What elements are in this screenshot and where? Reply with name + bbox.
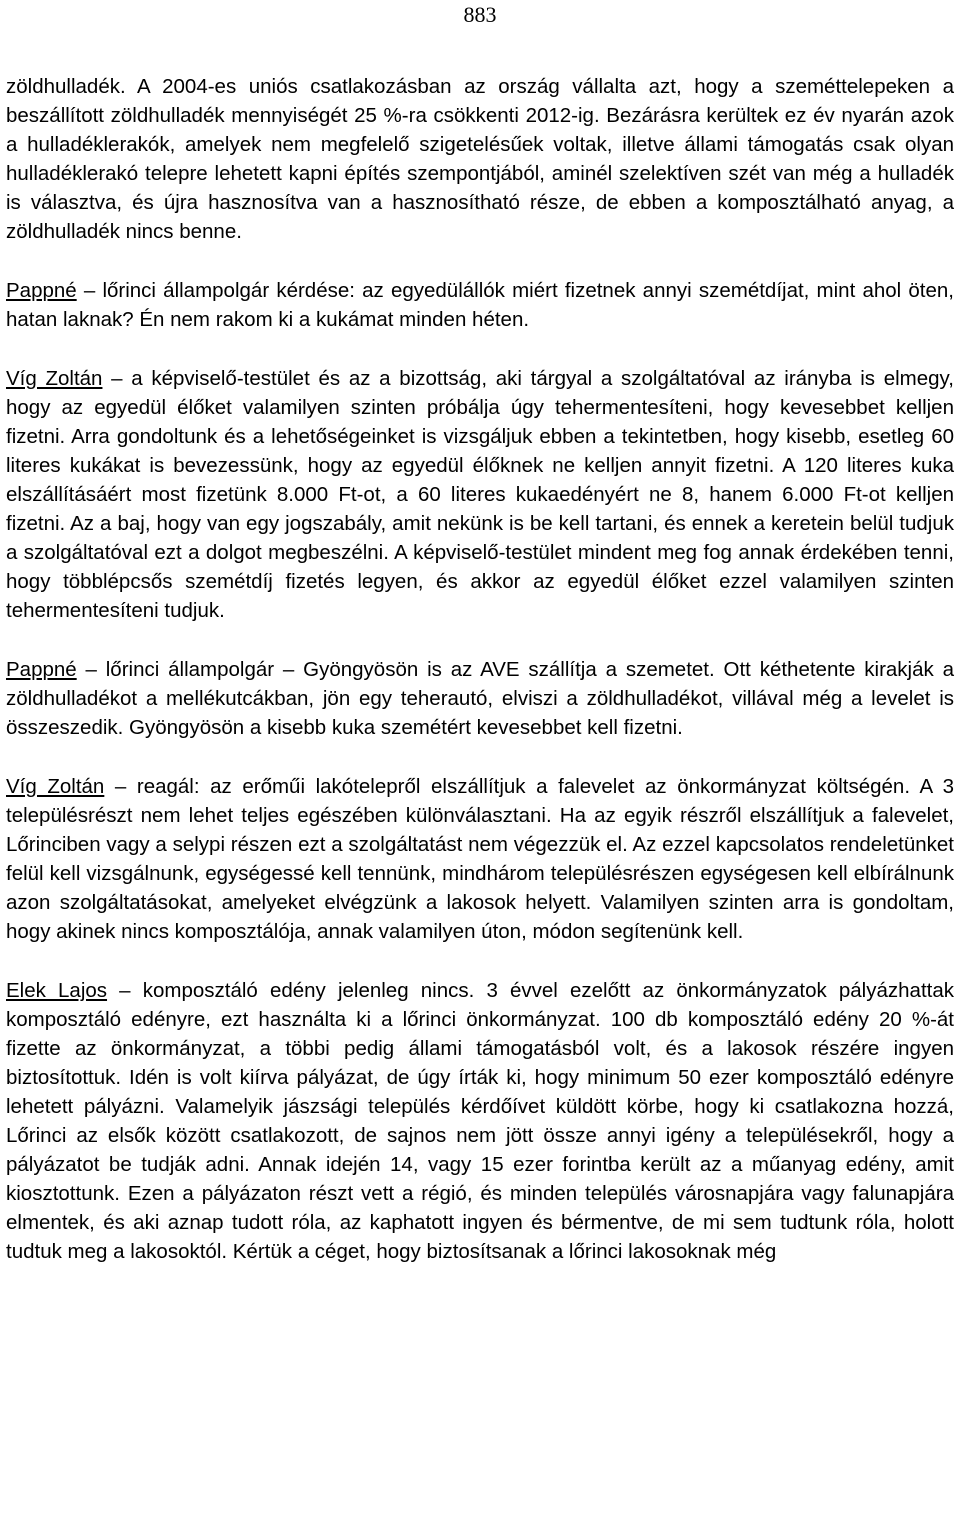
speaker-name: Pappné bbox=[6, 279, 77, 302]
paragraph-pappne-question bbox=[6, 276, 954, 334]
paragraph-vig-zoltan-answer bbox=[6, 364, 954, 625]
paragraph-vig-zoltan-reply bbox=[6, 772, 954, 946]
paragraph-text: – reagál: az erőműi lakótelepről elszállítjuk a falevelet az önkormányzat költségén. A 3 településrészt nem lehet teljes egészében különválasztani. Ha az egyik részről elszállítjuk a falevelet, Lőrinciben vagy a selypi részen ezt a szolgáltatást nem végezzük el. Az ezzel kapcsolatos rendeletünket felül kell vizsgálnunk, egységessé kell tennünk, mindhárom településrészen egységesen kell elbírálnunk azon szolgáltatásokat, amelyeket elvégzünk a lakosok helyett. Valamilyen szinten arra is gondoltam, hogy akinek nincs komposztálója, annak valamilyen úton, módon segítenünk kell. bbox=[6, 775, 954, 943]
paragraph-intro bbox=[6, 72, 954, 246]
page-number: 883 bbox=[463, 2, 497, 27]
paragraph-text: – a képviselő-testület és az a bizottság, aki tárgyal a szolgáltatóval az irányba is elmegy, hogy az egyedül élőket valamilyen szinten próbálja úgy tehermentesíteni, hogy kevesebbet kelljen fizetni. Arra gondoltunk és a lehetőségeinket is vizsgáljuk ebben a tekintetben, hogy kisebb, esetleg 60 literes kukákat is bevezessünk, hogy az egyedül élőknek ne kelljen annyit fizetni. A 120 literes kuka elszállításáért most fizetünk 8.000 Ft-ot, a 60 literes kukaedényért ne 8, hanem 6.000 Ft-ot kelljen fizetni. Az a baj, hogy van egy jogszabály, amit nekünk is be kell tartani, és ennek a keretein belül tudjuk a szolgáltatóval ezt a dolgot megbeszélni. A képviselő-testület mindent meg fog annak érdekében tenni, hogy többlépcsős szemétdíj fizetés legyen, és akkor az egyedül élőket ezzel valamilyen szinten tehermentesíteni tudjuk. bbox=[6, 367, 954, 622]
speaker-name: Víg Zoltán bbox=[6, 367, 103, 390]
speaker-name: Víg Zoltán bbox=[6, 775, 105, 798]
document-body bbox=[6, 72, 954, 1296]
paragraph-pappne-comment bbox=[6, 655, 954, 742]
paragraph-text: zöldhulladék. A 2004-es uniós csatlakozásban az ország vállalta azt, hogy a szeméttelepeken a beszállított zöldhulladék mennyiségét 25 %-ra csökkenti 2012-ig. Bezárásra kerültek ez év nyarán azok a hulladéklerakók, amelyek nem megfelelő szigetelésűek voltak, illetve állami támogatás csak olyan hulladéklerakó telepre lehetett kapni építés szempontjából, aminél szelektíven szét van még a hulladék is választva, és újra hasznosítva van a hasznosítható része, de ebben a komposztálható anyag, a zöldhulladék nincs benne. bbox=[6, 75, 954, 243]
paragraph-text: – lőrinci állampolgár kérdése: az egyedülállók miért fizetnek annyi szemétdíjat, mint ahol öten, hatan laknak? Én nem rakom ki a kukámat minden héten. bbox=[6, 279, 954, 331]
speaker-name: Elek Lajos bbox=[6, 979, 108, 1002]
paragraph-text: – komposztáló edény jelenleg nincs. 3 évvel ezelőtt az önkormányzatok pályázhattak komposztáló edényre, ezt használta ki a lőrinci önkormányzat. 100 db komposztáló edény 20 %-át fizette az önkormányzat, a többi pedig állami támogatásból volt, és a lakosok részére ingyen biztosítottuk. Idén is volt kiírva pályázat, de úgy írták ki, hogy minimum 50 ezer komposztáló edényre lehetett pályázni. Valamelyik jászsági település kérdőívet küldött körbe, hogy ki csatlakozna hozzá, Lőrinci az elsők között csatlakozott, de sajnos nem jött össze annyi igény a településekről, hogy a pályázatot be tudják adni. Annak idején 14, vagy 15 ezer forintba került az a műanyag edény, amit kiosztottunk. Ezen a pályázaton részt vett a régió, és minden település városnapjára vagy falunapjára elmentek, és aki aznap tudott róla, az kaphatott ingyen és bérmentve, de mi sem tudtunk róla, holott tudtuk meg a lakosoktól. Kértük a céget, hogy biztosítsanak a lőrinci lakosoknak még bbox=[6, 979, 954, 1263]
paragraph-elek-lajos bbox=[6, 976, 954, 1266]
speaker-name: Pappné bbox=[6, 658, 77, 681]
paragraph-text: – lőrinci állampolgár – Gyöngyösön is az AVE szállítja a szemetet. Ott kéthetente kirakják a zöldhulladékot a mellékutcákban, jön egy teherautó, elviszi a zöldhulladékot, villával még a levelet is összeszedik. Gyöngyösön a kisebb kuka szemétért kevesebbet kell fizetni. bbox=[6, 658, 954, 739]
